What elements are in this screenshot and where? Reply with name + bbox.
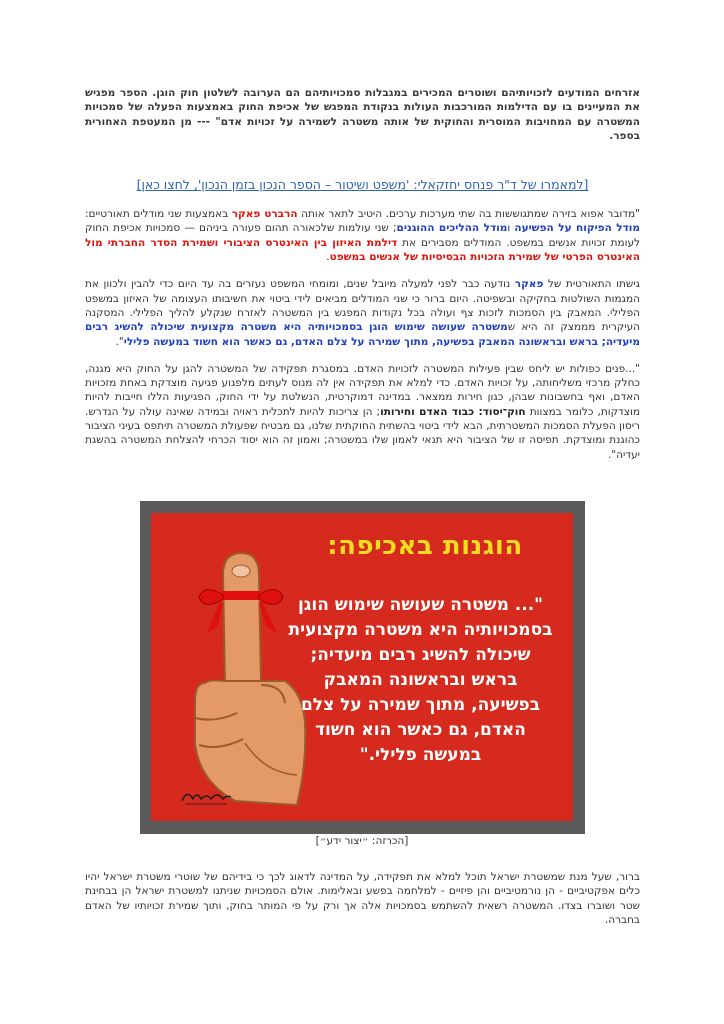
p2-conclusion: משטרה שעושה שימוש הוגן בסמכויותיה היא משטרה מקצועית שיכולה להשיג רבים מיעדיה; בראש ובראשונה המאבק בפשיעה, מתוך שמירה על צלם האדם, גם כאשר הוא חשוד במעשה פלילי: [85, 321, 640, 348]
poster-title: הוגנות באכיפה:: [327, 531, 523, 561]
p1-text-g: ; שני עולמות שלכאורה תהום פעורה ביניהם — סמכויות אכיפת החוק לעומת זכויות אנשים במשפט. המודלים מסבירים את: [85, 222, 641, 249]
poster-canvas: [151, 513, 573, 821]
poster-figure: [140, 501, 585, 834]
intro-paragraph: [85, 86, 640, 143]
p3-text-a: "...פנים כפולות יש ליחס שבין פעילות המשטרה לזכויות האדם. במסגרת תפקידה של המשטרה להגן על החוק היא מגנה, כחלק מרכזי משליחותה, על זכויות האדם. כדי למלא את תפקידה אין לה מנוס לעתים מלפגוע פגיעה מוצדקת באחת מזכויות האדם, ואף בחשבונות שבהן, כגון חירות ממצאר. במדינה דמוקרטית, הנשלטת על ידי החוק, הפגיעות הללו חייבות להיות מוצדקות, כלומר במצוות: [85, 362, 640, 418]
p2-text-a: גישתו התאורטית של: [543, 278, 640, 291]
p3-basic-law: חוק־יסוד: כבוד האדם וחירותו: [380, 405, 526, 418]
intro-line-2: הספר מפגיש את המעיינים בו עם הדילמות המורכבות העולות בנקודת המפגש של אכיפת החוק באמצעות: [85, 87, 640, 114]
p1-crime-control-model: מודל הפיקוח על הפשיעה: [514, 222, 640, 235]
article-link-row: [85, 177, 640, 193]
paragraph-3: [85, 362, 640, 462]
intro-line-3: הפעלה של סמכויות המשטרה עם המחויבות המוסרית והחוקית של אותה משטרה לשמירה על זכויות: [85, 101, 640, 128]
intro-line-1: אזרחים המודעים לזכויותיהם ושוטרים המכירים במגבלות סמכויותיהם הם הערובה לשלטון חוק הוגן.: [152, 87, 641, 99]
poster-quote: "... משטרה שעושה שימוש הוגן בסמכויותיה היא משטרה מקצועית שיכולה להשיג רבים מיעדיה; בראש ובראשונה המאבק בפשיעה, מתוך שמירה על צלם האדם, גם כאשר הוא חשוד במעשה פלילי.": [288, 595, 553, 765]
article-body: [85, 86, 640, 462]
p1-name-packer: הרברט פאקר: [231, 208, 298, 221]
p1-text-e: ו: [507, 222, 515, 235]
p2-text-c: נודעה כבר לפני למעלה מיובל שנים, ומומחי המשפט נעזרים בה עד היום כדי להבין ולכוון את המגמות השולטות בחקיקה ובשפיטה. היום ברור כי שני המודלים מביאים לידי ביטוי את חשיבותו העצומה של האיזון במשפט הפלילי. המאבק בין הסמכות לזכות צף ועולה בכל נקודות המפגש בין המשטרה לאזרח שנקלע להליך הפלילי. המסקנה העיקרית מממצק זה היא ש: [85, 278, 640, 334]
paragraph-1: [85, 207, 640, 264]
p3-text-c: ; הן צריכות להיות לתכלית ראויה ובמידה שאינה עולה על הנדרש. ריסון הפעלת הסמכות המשטרתית, הבא לידי ביטוי בהשתית החוקתית שלנו, גם מבטיח שפעולת המשטרה תיתפס בעיני הציבור כהוגנת ומוצדקת. תפיסה זו של הציבור היא תנאי לאמון שלו במשטרה; ואמון זה הוא יסוד הכרחי להצלחת המשטרה בהשגת יעדיה".: [85, 405, 640, 461]
p1-text-c: באמצעות שני מודלים תאורטיים:: [85, 208, 232, 221]
p1-text-a: "מדובר אפוא בזירה שמתגוששות בה שתי מערכות ערכים. היטיב לתאר אותה: [297, 208, 640, 221]
p1-text-i: .: [326, 251, 330, 264]
artist-signature-logo: [179, 785, 234, 807]
p2-text-e: ".: [115, 335, 124, 348]
intro-line-4: אדם" --- מן המעטפת האחורית בספר.: [85, 115, 640, 142]
poster-caption: [הכרזה: ״יצור ידע״]: [315, 835, 409, 847]
paragraph-4: ברור, שעל מנת שמשטרת ישראל תוכל למלא את תפקידה, על המדינה לדאוג לכך כי בידיהם של שוטרי משטרת ישראל יהיו כלים אפקטיביים - הן נורמטיביים והן פיזיים - למלחמה בפשע ובאלימות. אולם הסמכויות שניתנו למשטרת ישראל הן בבחינת שטר ושוברו בצדו. המשטרה רשאית להשתמש בסמכויות אלה אך ורק על פי המותר בחוק, ותוך שמירת זכויותיו של האדם בחברה.: [85, 871, 640, 926]
p1-balance-dilemma: דילמת האיזון בין האינטרס הציבורי ושמירת הסדר החברתי מול האינטרס הפרטי של שמירת הזכויות הבסיסיות של אנשים במשפט: [85, 236, 640, 264]
p1-due-process-model: מודל ההליכים ההוגנים: [396, 222, 508, 235]
article-link[interactable]: [למאמרו של ד"ר פנחס יחזקאלי: 'משפט ושיטור – הספר הנכון בזמן הנכון', לחצו כאן]: [136, 177, 589, 193]
p2-name-packer: פאקר: [514, 278, 544, 291]
paragraph-2: [85, 277, 640, 348]
